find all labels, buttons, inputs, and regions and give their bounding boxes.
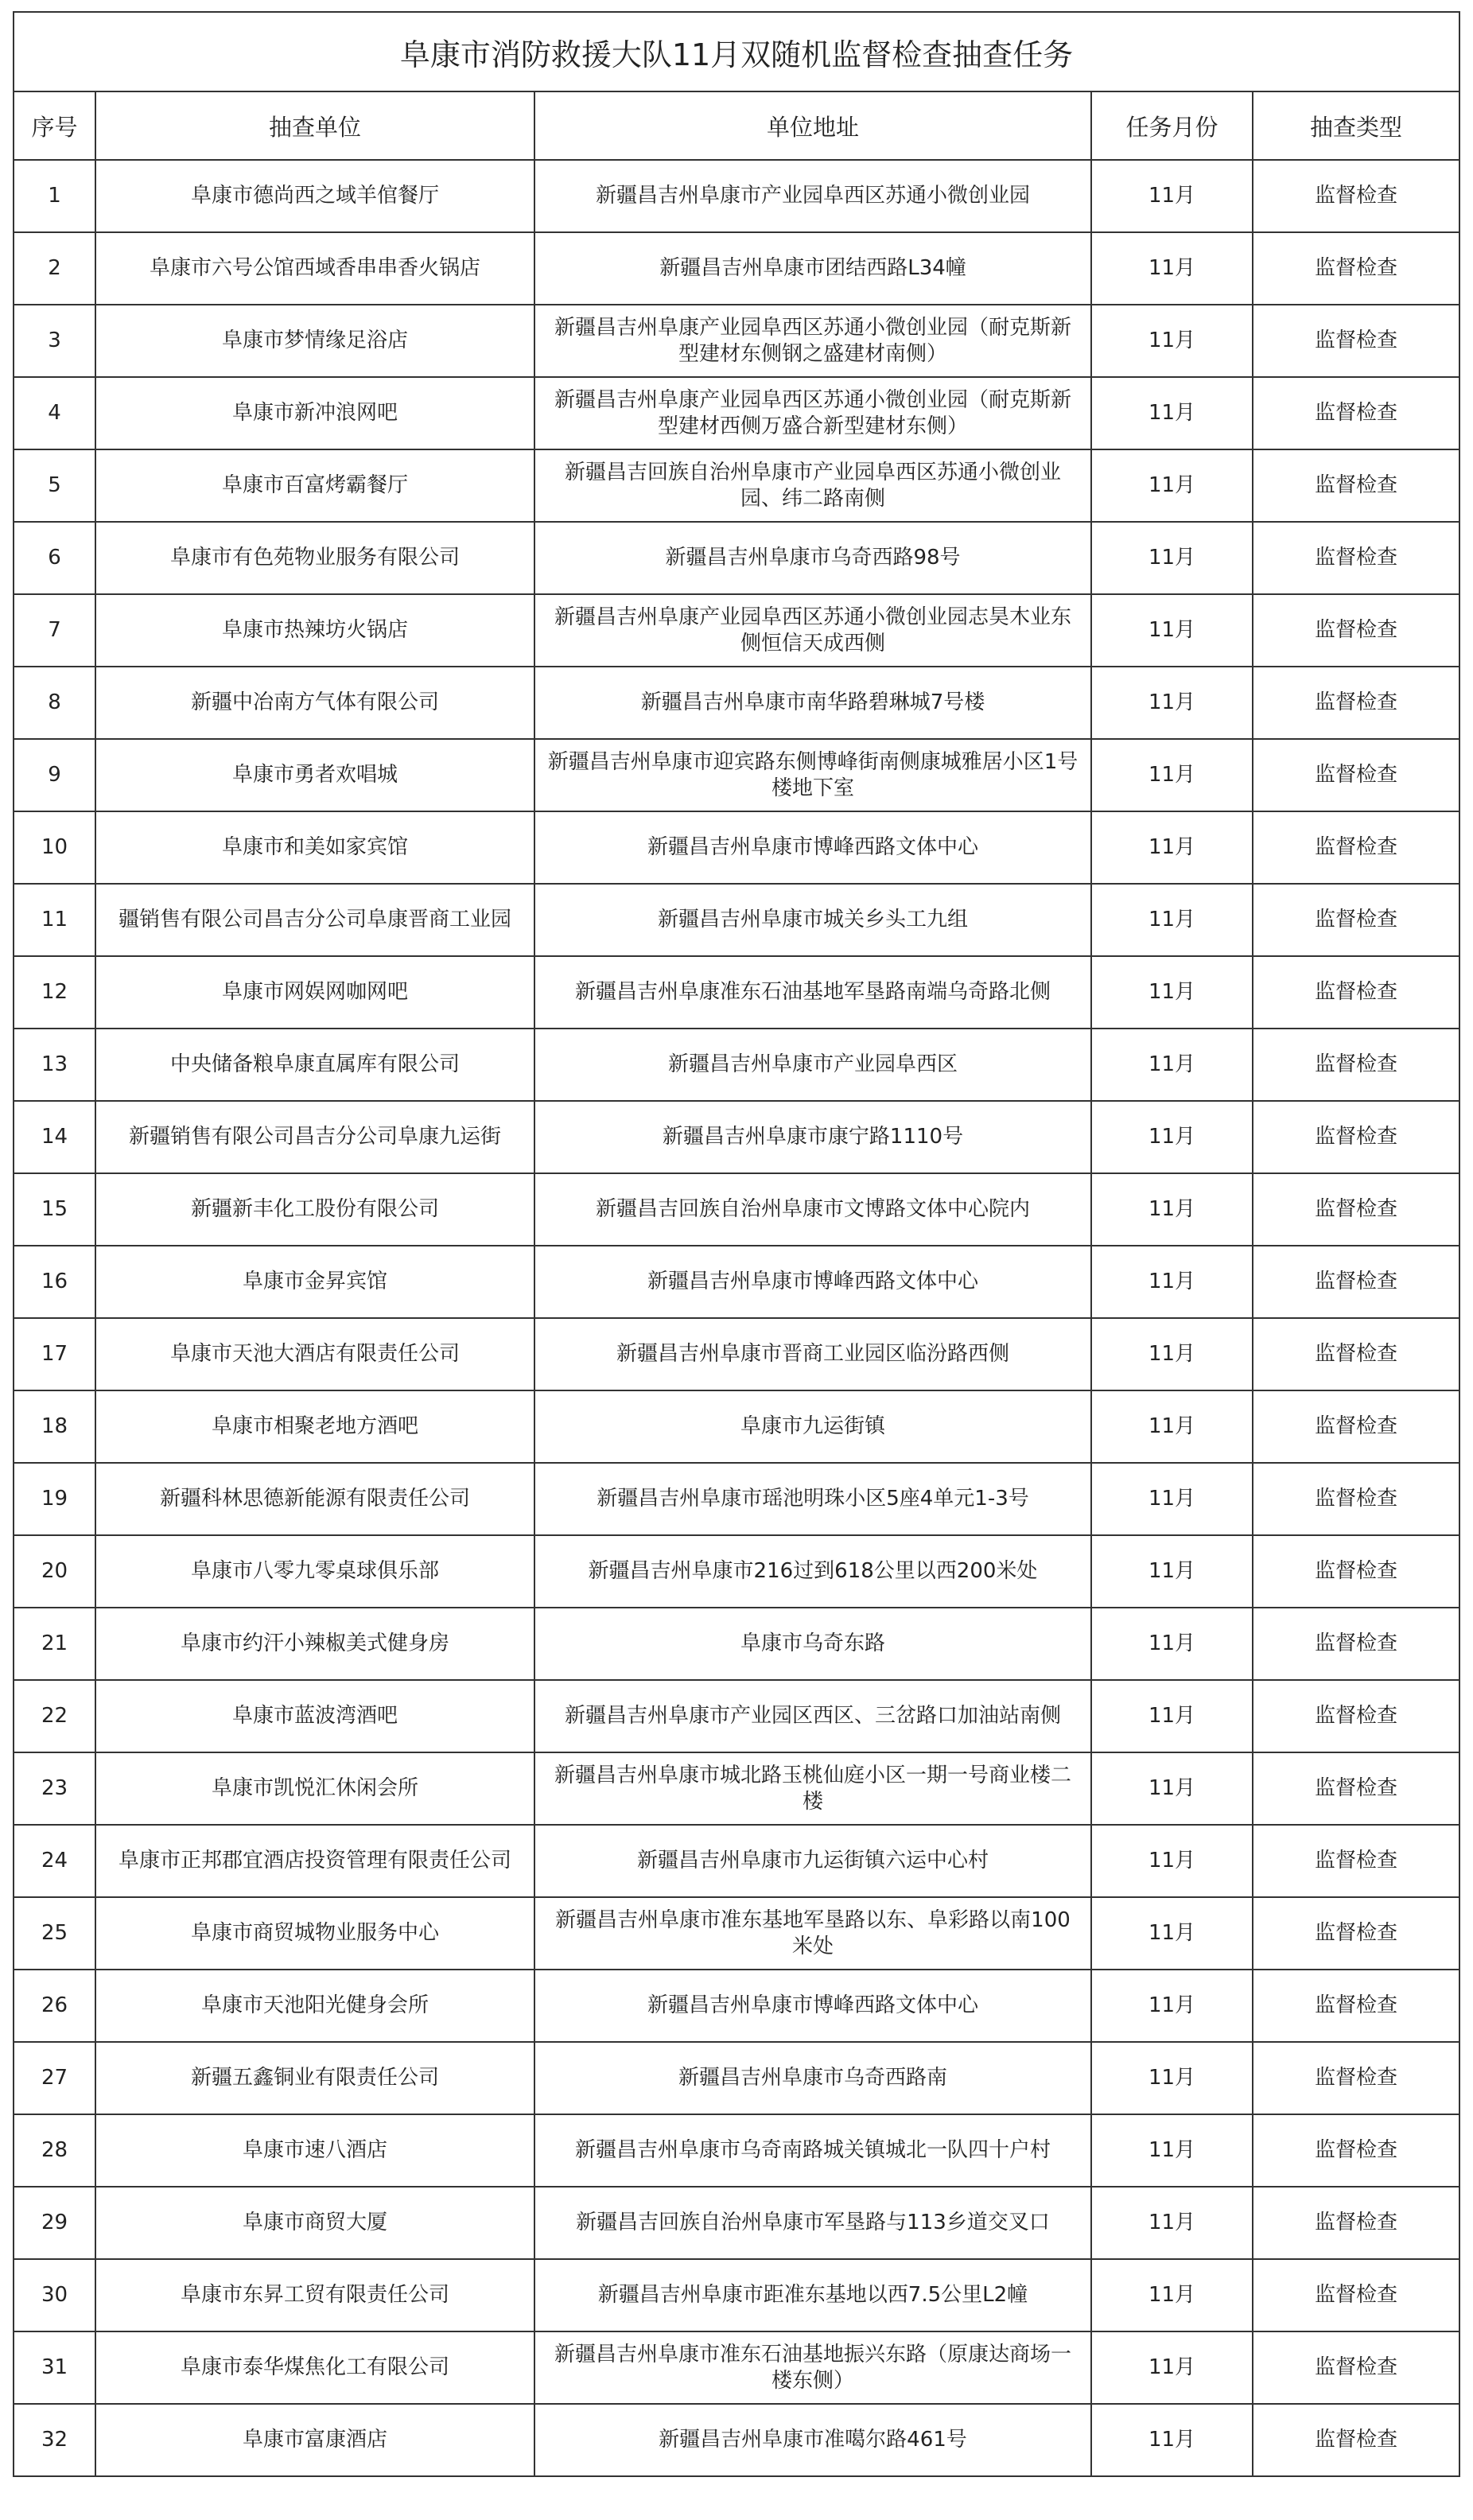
- cell-unit: 新疆五鑫铜业有限责任公司: [95, 2042, 534, 2114]
- table-row: [14, 1029, 1459, 1101]
- cell-unit: 阜康市约汗小辣椒美式健身房: [95, 1608, 534, 1680]
- cell-type: 监督检查: [1253, 2114, 1459, 2187]
- cell-address: 新疆昌吉州阜康市准东石油基地振兴东路（原康达商场一楼东侧）: [534, 2331, 1091, 2404]
- cell-type: 监督检查: [1253, 1897, 1459, 1970]
- cell-month: 11月: [1091, 160, 1253, 232]
- cell-month: 11月: [1091, 1318, 1253, 1390]
- inspection-sheet: [13, 11, 1459, 2477]
- cell-index: 10: [14, 811, 95, 884]
- table-row: [14, 1608, 1459, 1680]
- cell-month: 11月: [1091, 667, 1253, 739]
- cell-type: 监督检查: [1253, 956, 1459, 1029]
- cell-address: 新疆昌吉回族自治州阜康市产业园阜西区苏通小微创业园、纬二路南侧: [534, 449, 1091, 522]
- cell-type: 监督检查: [1253, 1535, 1459, 1608]
- cell-index: 27: [14, 2042, 95, 2114]
- cell-unit: 新疆中冶南方气体有限公司: [95, 667, 534, 739]
- cell-address: 新疆昌吉回族自治州阜康市文博路文体中心院内: [534, 1173, 1091, 1246]
- cell-month: 11月: [1091, 1173, 1253, 1246]
- cell-unit: 阜康市正邦郡宜酒店投资管理有限责任公司: [95, 1825, 534, 1897]
- table-row: [14, 2042, 1459, 2114]
- cell-address: 新疆昌吉州阜康市博峰西路文体中心: [534, 1970, 1091, 2042]
- cell-address: 新疆昌吉州阜康产业园阜西区苏通小微创业园志昊木业东侧恒信天成西侧: [534, 594, 1091, 667]
- cell-month: 11月: [1091, 449, 1253, 522]
- cell-index: 26: [14, 1970, 95, 2042]
- cell-type: 监督检查: [1253, 1463, 1459, 1535]
- cell-month: 11月: [1091, 2259, 1253, 2331]
- cell-address: 新疆昌吉州阜康市乌奇西路98号: [534, 522, 1091, 594]
- cell-type: 监督检查: [1253, 1970, 1459, 2042]
- table-row: [14, 160, 1459, 232]
- cell-unit: 阜康市相聚老地方酒吧: [95, 1390, 534, 1463]
- cell-address: 新疆昌吉州阜康市瑶池明珠小区5座4单元1-3号: [534, 1463, 1091, 1535]
- cell-address: 新疆昌吉州阜康市城北路玉桃仙庭小区一期一号商业楼二楼: [534, 1752, 1091, 1825]
- cell-address: 新疆昌吉州阜康市准噶尔路461号: [534, 2404, 1091, 2476]
- cell-address: 新疆昌吉州阜康市距准东基地以西7.5公里L2幢: [534, 2259, 1091, 2331]
- table-row: [14, 1752, 1459, 1825]
- cell-type: 监督检查: [1253, 232, 1459, 305]
- cell-index: 20: [14, 1535, 95, 1608]
- column-header-address: 单位地址: [534, 91, 1091, 160]
- cell-unit: 阜康市天池大酒店有限责任公司: [95, 1318, 534, 1390]
- cell-month: 11月: [1091, 2404, 1253, 2476]
- cell-unit: 阜康市八零九零桌球俱乐部: [95, 1535, 534, 1608]
- cell-unit: 阜康市商贸大厦: [95, 2187, 534, 2259]
- cell-type: 监督检查: [1253, 1029, 1459, 1101]
- cell-type: 监督检查: [1253, 811, 1459, 884]
- table-row: [14, 2331, 1459, 2404]
- cell-type: 监督检查: [1253, 2404, 1459, 2476]
- cell-index: 9: [14, 739, 95, 811]
- cell-address: 新疆昌吉州阜康市产业园阜西区苏通小微创业园: [534, 160, 1091, 232]
- cell-unit: 阜康市富康酒店: [95, 2404, 534, 2476]
- table-row: [14, 449, 1459, 522]
- table-row: [14, 1173, 1459, 1246]
- cell-index: 13: [14, 1029, 95, 1101]
- cell-type: 监督检查: [1253, 1390, 1459, 1463]
- cell-address: 新疆昌吉州阜康市产业园阜西区: [534, 1029, 1091, 1101]
- table-row: [14, 2259, 1459, 2331]
- cell-month: 11月: [1091, 884, 1253, 956]
- cell-type: 监督检查: [1253, 2331, 1459, 2404]
- column-header-index: 序号: [14, 91, 95, 160]
- cell-index: 3: [14, 305, 95, 377]
- cell-unit: 阜康市热辣坊火锅店: [95, 594, 534, 667]
- cell-month: 11月: [1091, 377, 1253, 449]
- table-row: [14, 377, 1459, 449]
- cell-address: 新疆昌吉州阜康市城关乡头工九组: [534, 884, 1091, 956]
- cell-index: 7: [14, 594, 95, 667]
- cell-index: 14: [14, 1101, 95, 1173]
- cell-unit: 阜康市梦情缘足浴店: [95, 305, 534, 377]
- cell-index: 8: [14, 667, 95, 739]
- table-row: [14, 739, 1459, 811]
- cell-address: 新疆昌吉州阜康市博峰西路文体中心: [534, 1246, 1091, 1318]
- cell-month: 11月: [1091, 522, 1253, 594]
- cell-type: 监督检查: [1253, 2187, 1459, 2259]
- cell-type: 监督检查: [1253, 449, 1459, 522]
- cell-type: 监督检查: [1253, 1101, 1459, 1173]
- cell-unit: 阜康市网娱网咖网吧: [95, 956, 534, 1029]
- cell-index: 23: [14, 1752, 95, 1825]
- cell-type: 监督检查: [1253, 594, 1459, 667]
- cell-unit: 阜康市速八酒店: [95, 2114, 534, 2187]
- cell-index: 31: [14, 2331, 95, 2404]
- cell-unit: 阜康市新冲浪网吧: [95, 377, 534, 449]
- cell-address: 新疆昌吉州阜康市产业园区西区、三岔路口加油站南侧: [534, 1680, 1091, 1752]
- cell-unit: 阜康市商贸城物业服务中心: [95, 1897, 534, 1970]
- cell-index: 16: [14, 1246, 95, 1318]
- cell-unit: 阜康市东昇工贸有限责任公司: [95, 2259, 534, 2331]
- cell-type: 监督检查: [1253, 1680, 1459, 1752]
- table-row: [14, 884, 1459, 956]
- cell-address: 新疆昌吉州阜康准东石油基地军垦路南端乌奇路北侧: [534, 956, 1091, 1029]
- cell-address: 新疆昌吉州阜康市博峰西路文体中心: [534, 811, 1091, 884]
- cell-month: 11月: [1091, 811, 1253, 884]
- table-row: [14, 2404, 1459, 2476]
- cell-index: 29: [14, 2187, 95, 2259]
- table-row: [14, 956, 1459, 1029]
- table-row: [14, 1970, 1459, 2042]
- table-row: [14, 1246, 1459, 1318]
- cell-month: 11月: [1091, 1246, 1253, 1318]
- cell-index: 30: [14, 2259, 95, 2331]
- cell-unit: 新疆科林思德新能源有限责任公司: [95, 1463, 534, 1535]
- table-row: [14, 305, 1459, 377]
- cell-index: 21: [14, 1608, 95, 1680]
- cell-address: 新疆昌吉州阜康市康宁路1110号: [534, 1101, 1091, 1173]
- cell-type: 监督检查: [1253, 739, 1459, 811]
- cell-unit: 阜康市天池阳光健身会所: [95, 1970, 534, 2042]
- cell-index: 1: [14, 160, 95, 232]
- cell-index: 24: [14, 1825, 95, 1897]
- cell-month: 11月: [1091, 739, 1253, 811]
- cell-type: 监督检查: [1253, 884, 1459, 956]
- cell-month: 11月: [1091, 2114, 1253, 2187]
- table-row: [14, 1535, 1459, 1608]
- cell-type: 监督检查: [1253, 160, 1459, 232]
- table-row: [14, 1390, 1459, 1463]
- table-row: [14, 667, 1459, 739]
- cell-address: 阜康市乌奇东路: [534, 1608, 1091, 1680]
- cell-unit: 阜康市金昇宾馆: [95, 1246, 534, 1318]
- cell-month: 11月: [1091, 956, 1253, 1029]
- table-row: [14, 1897, 1459, 1970]
- cell-month: 11月: [1091, 1463, 1253, 1535]
- cell-address: 新疆昌吉州阜康市乌奇西路南: [534, 2042, 1091, 2114]
- cell-unit: 阜康市百富烤霸餐厅: [95, 449, 534, 522]
- cell-index: 17: [14, 1318, 95, 1390]
- cell-month: 11月: [1091, 2187, 1253, 2259]
- cell-address: 阜康市九运街镇: [534, 1390, 1091, 1463]
- table-row: [14, 1318, 1459, 1390]
- cell-type: 监督检查: [1253, 2259, 1459, 2331]
- cell-month: 11月: [1091, 1608, 1253, 1680]
- cell-month: 11月: [1091, 1390, 1253, 1463]
- table-row: [14, 2187, 1459, 2259]
- cell-index: 6: [14, 522, 95, 594]
- cell-month: 11月: [1091, 594, 1253, 667]
- cell-address: 新疆昌吉州阜康市迎宾路东侧博峰街南侧康城雅居小区1号楼地下室: [534, 739, 1091, 811]
- cell-month: 11月: [1091, 1101, 1253, 1173]
- cell-type: 监督检查: [1253, 1752, 1459, 1825]
- table-row: [14, 1825, 1459, 1897]
- cell-unit: 阜康市和美如家宾馆: [95, 811, 534, 884]
- column-header-type: 抽查类型: [1253, 91, 1459, 160]
- table-row: [14, 522, 1459, 594]
- cell-address: 新疆昌吉州阜康产业园阜西区苏通小微创业园（耐克斯新型建材东侧钢之盛建材南侧）: [534, 305, 1091, 377]
- page-title: 阜康市消防救援大队11月双随机监督检查抽查任务: [14, 12, 1459, 91]
- cell-unit: 阜康市蓝波湾酒吧: [95, 1680, 534, 1752]
- table-row: [14, 811, 1459, 884]
- cell-type: 监督检查: [1253, 305, 1459, 377]
- inspection-table: [13, 11, 1460, 2477]
- cell-unit: 中央储备粮阜康直属库有限公司: [95, 1029, 534, 1101]
- cell-type: 监督检查: [1253, 522, 1459, 594]
- cell-type: 监督检查: [1253, 1825, 1459, 1897]
- cell-month: 11月: [1091, 2042, 1253, 2114]
- cell-address: 新疆昌吉州阜康市团结西路L34幢: [534, 232, 1091, 305]
- cell-type: 监督检查: [1253, 1246, 1459, 1318]
- cell-index: 32: [14, 2404, 95, 2476]
- cell-month: 11月: [1091, 232, 1253, 305]
- cell-index: 11: [14, 884, 95, 956]
- cell-type: 监督检查: [1253, 377, 1459, 449]
- cell-address: 新疆昌吉州阜康市九运街镇六运中心村: [534, 1825, 1091, 1897]
- cell-unit: 阜康市泰华煤焦化工有限公司: [95, 2331, 534, 2404]
- cell-address: 新疆昌吉州阜康市乌奇南路城关镇城北一队四十户村: [534, 2114, 1091, 2187]
- cell-type: 监督检查: [1253, 1318, 1459, 1390]
- cell-address: 新疆昌吉州阜康市晋商工业园区临汾路西侧: [534, 1318, 1091, 1390]
- table-row: [14, 594, 1459, 667]
- table-row: [14, 232, 1459, 305]
- cell-unit: 疆销售有限公司昌吉分公司阜康晋商工业园: [95, 884, 534, 956]
- table-row: [14, 2114, 1459, 2187]
- cell-index: 4: [14, 377, 95, 449]
- cell-type: 监督检查: [1253, 1173, 1459, 1246]
- cell-month: 11月: [1091, 1825, 1253, 1897]
- cell-index: 28: [14, 2114, 95, 2187]
- table-row: [14, 1463, 1459, 1535]
- cell-index: 2: [14, 232, 95, 305]
- cell-unit: 阜康市有色苑物业服务有限公司: [95, 522, 534, 594]
- cell-month: 11月: [1091, 1535, 1253, 1608]
- cell-month: 11月: [1091, 1029, 1253, 1101]
- cell-type: 监督检查: [1253, 2042, 1459, 2114]
- cell-address: 新疆昌吉回族自治州阜康市军垦路与113乡道交叉口: [534, 2187, 1091, 2259]
- cell-month: 11月: [1091, 305, 1253, 377]
- table-row: [14, 1680, 1459, 1752]
- cell-type: 监督检查: [1253, 667, 1459, 739]
- cell-type: 监督检查: [1253, 1608, 1459, 1680]
- cell-address: 新疆昌吉州阜康市准东基地军垦路以东、阜彩路以南100米处: [534, 1897, 1091, 1970]
- cell-index: 18: [14, 1390, 95, 1463]
- cell-index: 15: [14, 1173, 95, 1246]
- column-header-unit: 抽查单位: [95, 91, 534, 160]
- cell-index: 22: [14, 1680, 95, 1752]
- cell-unit: 新疆新丰化工股份有限公司: [95, 1173, 534, 1246]
- cell-unit: 阜康市六号公馆西域香串串香火锅店: [95, 232, 534, 305]
- column-header-month: 任务月份: [1091, 91, 1253, 160]
- cell-unit: 阜康市凯悦汇休闲会所: [95, 1752, 534, 1825]
- cell-index: 5: [14, 449, 95, 522]
- cell-unit: 阜康市勇者欢唱城: [95, 739, 534, 811]
- cell-month: 11月: [1091, 1970, 1253, 2042]
- cell-index: 19: [14, 1463, 95, 1535]
- cell-address: 新疆昌吉州阜康市216过到618公里以西200米处: [534, 1535, 1091, 1608]
- cell-month: 11月: [1091, 1897, 1253, 1970]
- cell-unit: 阜康市德尚西之域羊倌餐厅: [95, 160, 534, 232]
- cell-index: 25: [14, 1897, 95, 1970]
- table-row: [14, 1101, 1459, 1173]
- cell-address: 新疆昌吉州阜康市南华路碧琳城7号楼: [534, 667, 1091, 739]
- cell-unit: 新疆销售有限公司昌吉分公司阜康九运街: [95, 1101, 534, 1173]
- cell-index: 12: [14, 956, 95, 1029]
- cell-month: 11月: [1091, 1680, 1253, 1752]
- cell-month: 11月: [1091, 1752, 1253, 1825]
- cell-address: 新疆昌吉州阜康产业园阜西区苏通小微创业园（耐克斯新型建材西侧万盛合新型建材东侧）: [534, 377, 1091, 449]
- cell-month: 11月: [1091, 2331, 1253, 2404]
